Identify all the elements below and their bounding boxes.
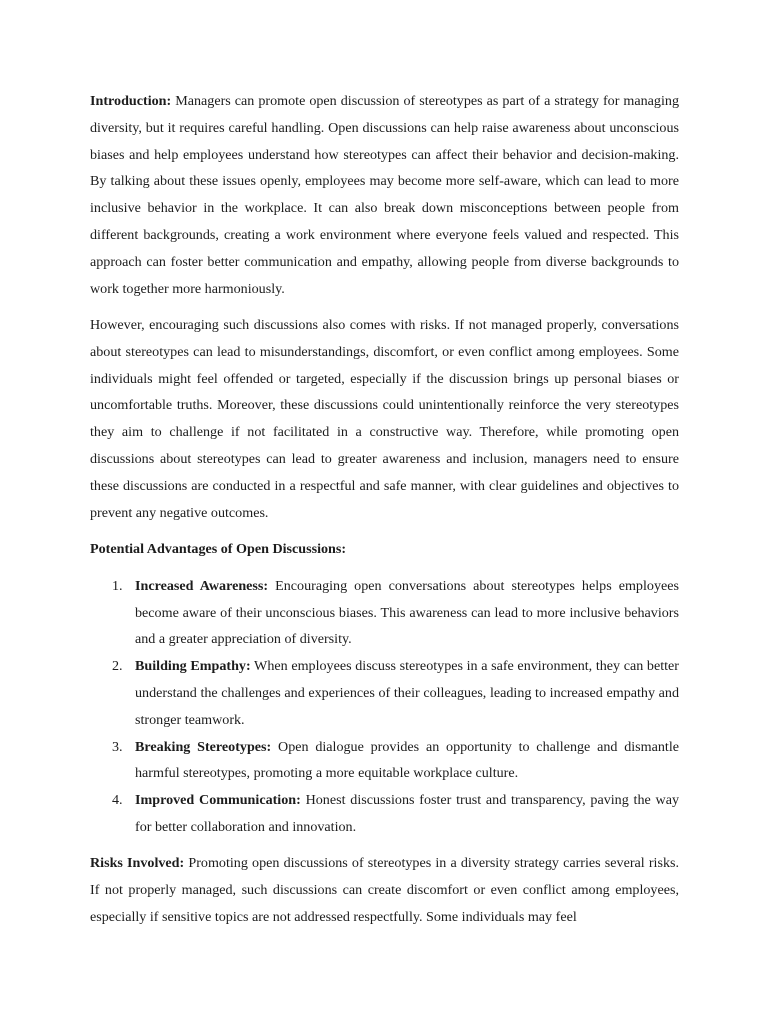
list-item-text: Encouraging open conversations about stereotypes helps employees become aware of their unconscious biases. This awareness can lead to more inclusive behaviors and a greater appreciation of diversity. bbox=[135, 577, 679, 648]
list-item-title: Improved Communication: bbox=[135, 792, 301, 809]
document-page bbox=[90, 88, 679, 940]
risks-label: Risks Involved: bbox=[90, 855, 185, 872]
list-item-number: 1. bbox=[112, 577, 123, 594]
list-item bbox=[90, 787, 679, 841]
intro-label: Introduction: bbox=[90, 93, 172, 109]
list-item-title: Breaking Stereotypes: bbox=[135, 738, 272, 755]
list-item bbox=[90, 573, 679, 653]
list-item-number: 4. bbox=[112, 792, 123, 809]
intro-paragraph bbox=[90, 88, 679, 302]
advantages-list bbox=[90, 573, 679, 841]
advantages-heading: Potential Advantages of Open Discussions: bbox=[90, 540, 347, 557]
list-item-number: 3. bbox=[112, 738, 123, 755]
however-paragraph: However, encouraging such discussions also comes with risks. If not managed properly, conversations about stereotypes can lead to misunderstandings, discomfort, or even conflict among employees. Some individuals might feel offended or targeted, especially if the discussion brings up personal biases or uncomfortable truths. Moreover, these discussions could unintentionally reinforce the very stereotypes they aim to challenge if not facilitated in a constructive way. Therefore, while promoting open discussions about stereotypes can lead to greater awareness and inclusion, managers need to ensure these discussions are conducted in a respectful and safe manner, with clear guidelines and objectives to prevent any negative outcomes. bbox=[90, 316, 679, 521]
list-item bbox=[90, 734, 679, 788]
intro-text: Managers can promote open discussion of stereotypes as part of a strategy for managing diversity, but it requires careful handling. Open discussions can help raise awareness about unconscious biases and help employees understand how stereotypes can affect their behavior and decision-making. By talking about these issues openly, employees may become more self-aware, which can lead to more inclusive behavior in the workplace. It can also break down misconceptions between people from different backgrounds, creating a work environment where everyone feels valued and respected. This approach can foster better communication and empathy, allowing people from diverse backgrounds to work together more harmoniously. bbox=[90, 93, 679, 297]
list-item-title: Increased Awareness: bbox=[135, 577, 269, 594]
list-item-title: Building Empathy: bbox=[135, 658, 251, 675]
list-item bbox=[90, 653, 679, 733]
list-item-text: Open dialogue provides an opportunity to challenge and dismantle harmful stereotypes, promoting a more equitable workplace culture. bbox=[135, 738, 680, 782]
risks-text: Promoting open discussions of stereotypes in a diversity strategy carries several risks. If not properly managed, such discussions can create discomfort or even conflict among employees, especially if sensitive topics are not addressed respectfully. Some individuals may feel bbox=[90, 855, 679, 925]
list-item-text: Honest discussions foster trust and transparency, paving the way for better collaboration and innovation. bbox=[135, 792, 680, 835]
risks-paragraph bbox=[90, 850, 679, 930]
list-item-text: When employees discuss stereotypes in a safe environment, they can better understand the challenges and experiences of their colleagues, leading to increased empathy and stronger teamwork. bbox=[135, 658, 680, 728]
list-item-number: 2. bbox=[112, 658, 123, 675]
